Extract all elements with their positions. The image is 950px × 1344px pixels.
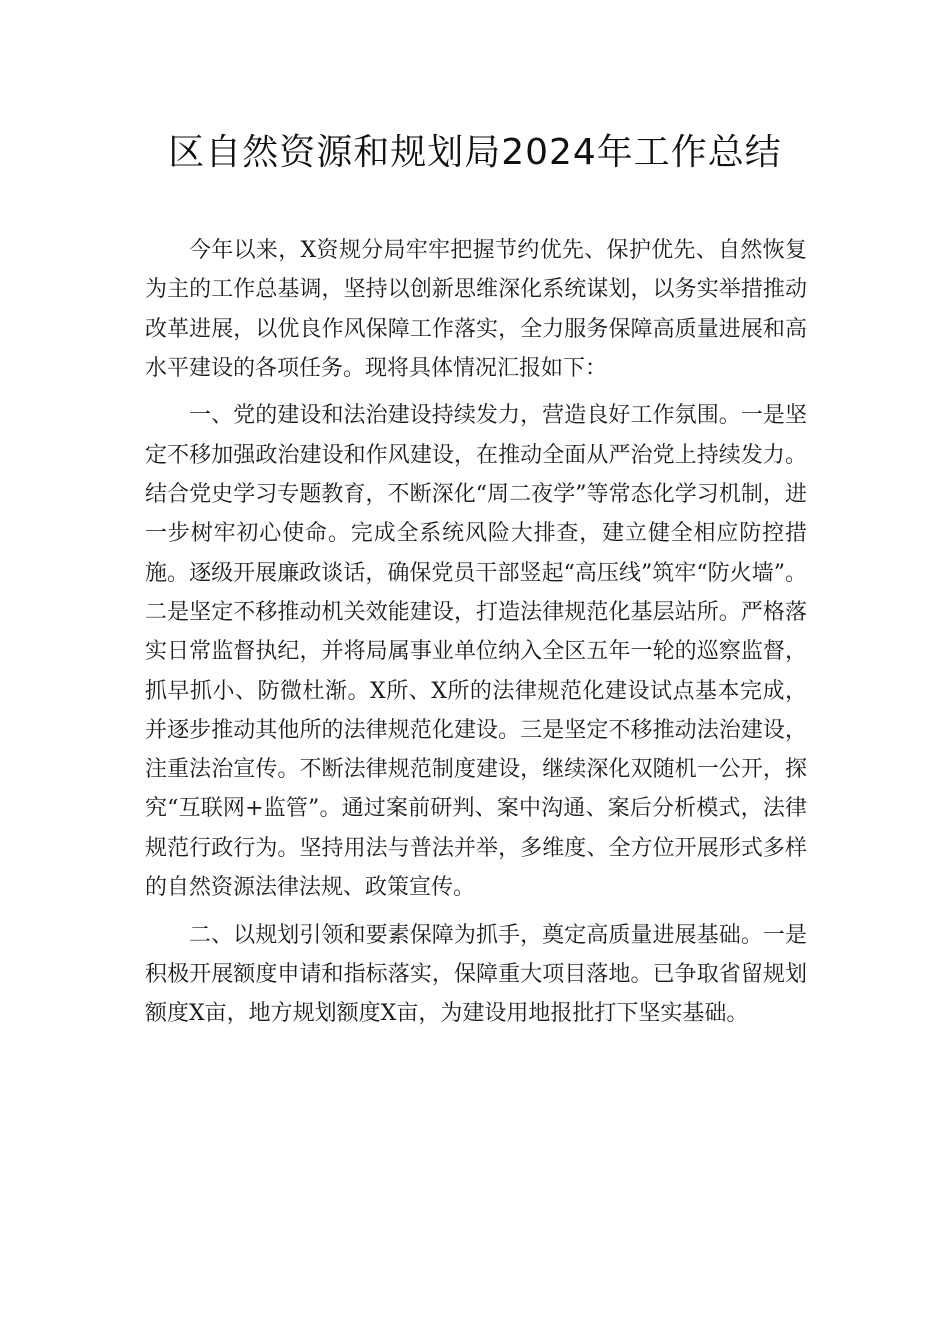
paragraph-section-1: 一、党的建设和法治建设持续发力，营造良好工作氛围。一是坚定不移加强政治建设和作风建设，在推动全面从严治党上持续发力。结合党史学习专题教育，不断深化“周二夜学”等常态化学习机制，进一步树牢初心使命。完成全系统风险大排查，建立健全相应防控措施。逐级开展廉政谈话，确保党员干部竖起“高压线”筑牢“防火墙”。二是坚定不移推动机关效能建设，打造法律规范化基层站所。严格落实日常监督执纪，并将局属事业单位纳入全区五年一轮的巡察监督，抓早抓小、防微杜渐。X所、X所的法律规范化建设试点基本完成，并逐步推动其他所的法律规范化建设。三是坚定不移推动法治建设，注重法治宣传。不断法律规范制度建设，继续深化双随机一公开，探究“互联网+监管”。通过案前研判、案中沟通、案后分析模式，法律规范行政行为。坚持用法与普法并举，多维度、全方位开展形式多样的自然资源法律法规、政策宣传。	[145, 403, 807, 901]
paragraph-intro: 今年以来，X资规分局牢牢把握节约优先、保护优先、自然恢复为主的工作总基调，坚持以创新思维深化系统谋划，以务实举措推动改革进展，以优良作风保障工作落实，全力服务保障高质量进展和高水平建设的各项任务。现将具体情况汇报如下：	[145, 238, 807, 381]
paragraph-section-2: 二、以规划引领和要素保障为抓手，奠定高质量进展基础。一是积极开展额度申请和指标落实，保障重大项目落地。已争取省留规划额度X亩，地方规划额度X亩，为建设用地报批打下坚实基础。	[145, 922, 807, 1027]
document-body	[145, 231, 807, 1042]
document-title: 区自然资源和规划局2024年工作总结	[168, 132, 782, 173]
